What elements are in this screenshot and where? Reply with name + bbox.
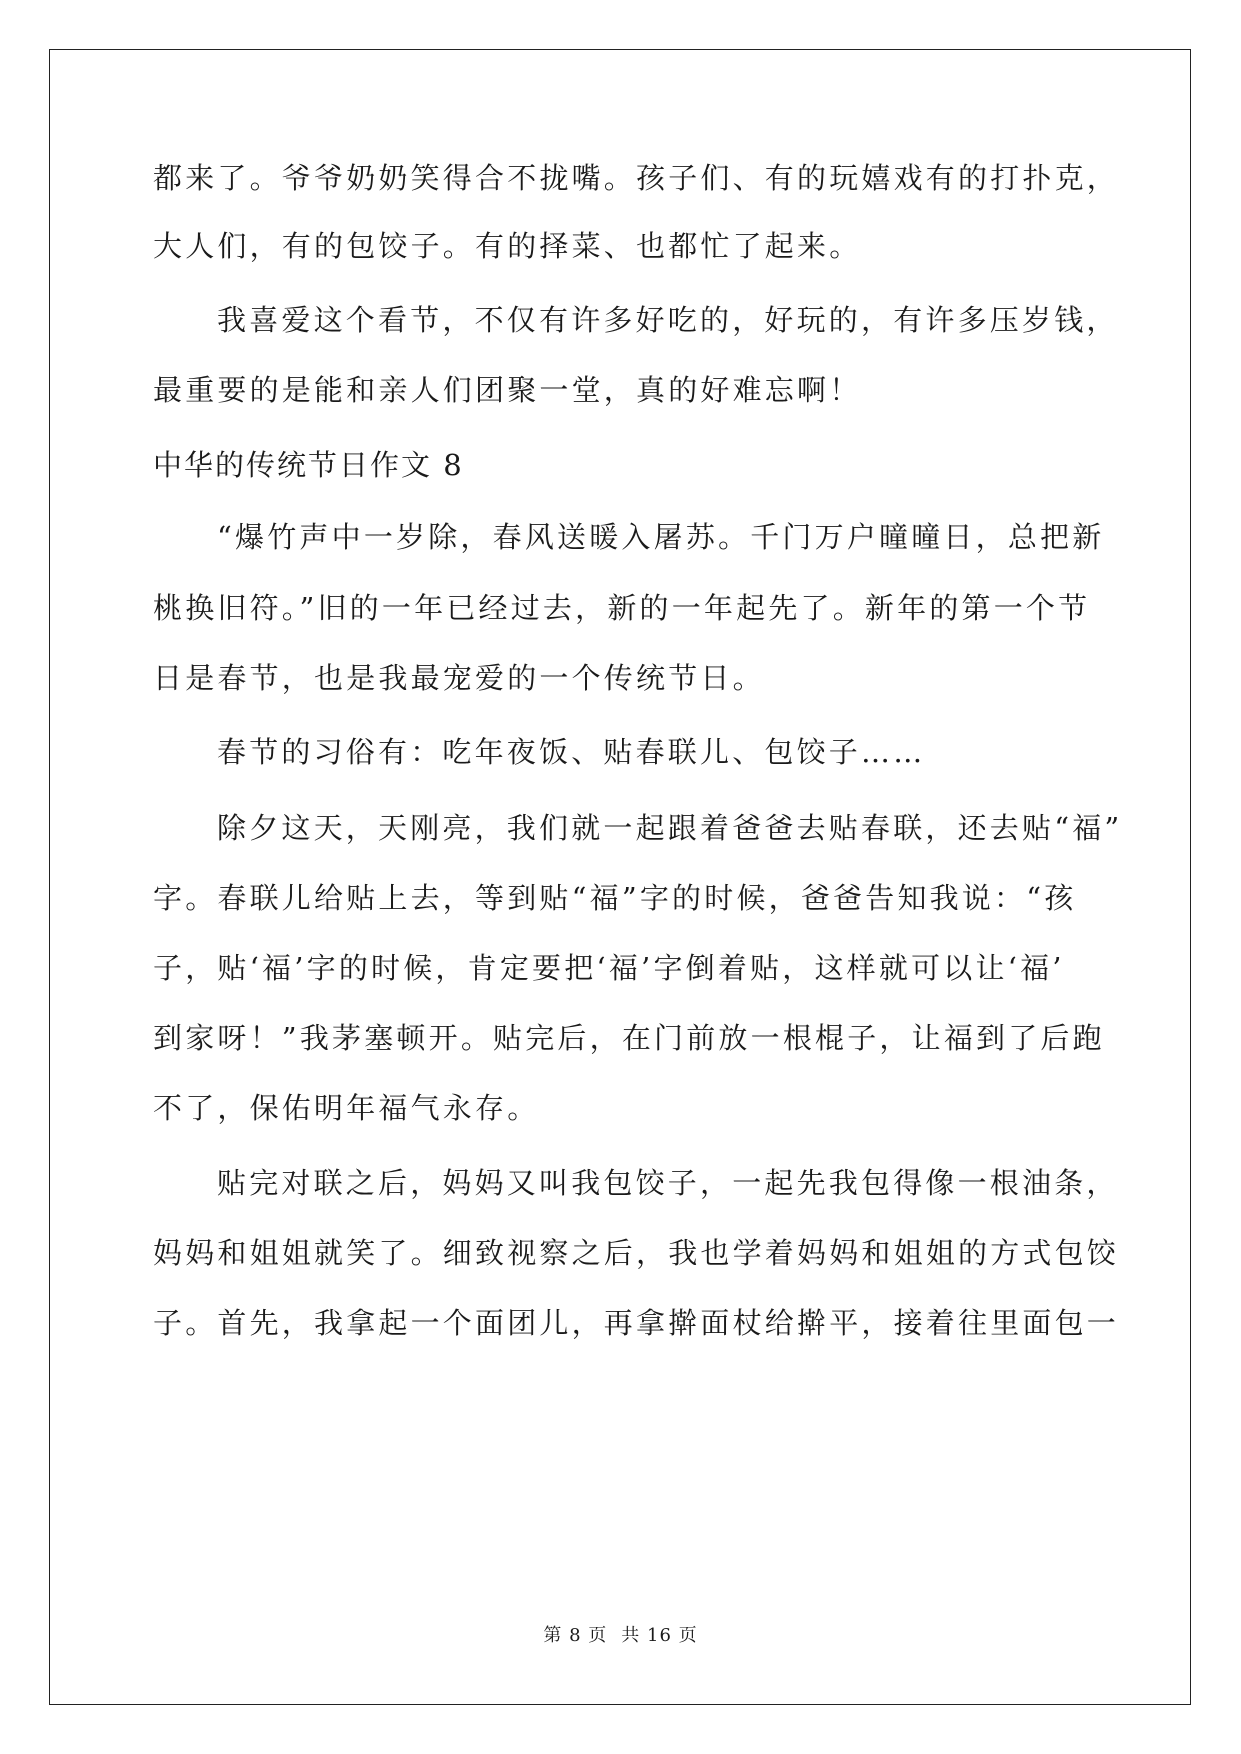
section-heading: 中华的传统节日作文 8 [153,448,464,482]
paragraph-first-line: 贴完对联之后，妈妈又叫我包饺子，一起先我包得像一根油条， [217,1166,1119,1200]
text-line: 大人们，有的包饺子。有的择菜、也都忙了起来。 [153,229,862,263]
text-line: 妈妈和姐姐就笑了。细致视察之后，我也学着妈妈和姐姐的方式包饺 [153,1236,1120,1270]
text-line: 桃换旧符。”旧的一年已经过去，新的一年起先了。新年的第一个节 [153,591,1091,625]
page-total: 共 16 页 [621,1625,698,1646]
text-line: 到家呀！”我茅塞顿开。贴完后，在门前放一根棍子，让福到了后跑 [153,1021,1105,1055]
text-line: 都来了。爷爷奶奶笑得合不拢嘴。孩子们、有的玩嬉戏有的打扑克， [153,161,1120,195]
paragraph-first-line: 我喜爱这个看节，不仅有许多好吃的，好玩的，有许多压岁钱， [217,303,1119,337]
text-line: 日是春节，也是我最宠爱的一个传统节日。 [153,661,765,695]
page-footer [0,1624,1241,1648]
text-line: 最重要的是能和亲人们团聚一堂，真的好难忘啊！ [153,373,862,407]
paragraph-first-line: “爆竹声中一岁除，春风送暖入屠苏。千门万户曈曈日，总把新 [217,520,1105,554]
text-line: 不了，保佑明年福气永存。 [153,1091,540,1125]
text-line: 子。首先，我拿起一个面团儿，再拿擀面杖给擀平，接着往里面包一 [153,1306,1120,1340]
paragraph-first-line: 除夕这天，天刚亮，我们就一起跟着爸爸去贴春联，还去贴“福” [217,811,1123,845]
text-line: 子，贴‘福’字的时候，肯定要把‘福’字倒着贴，这样就可以让‘福’ [153,951,1065,985]
paragraph-first-line: 春节的习俗有：吃年夜饭、贴春联儿、包饺子…… [217,735,926,769]
text-line: 字。春联儿给贴上去，等到贴“福”字的时候，爸爸告知我说：“孩 [153,881,1077,915]
page-number: 第 8 页 [543,1625,608,1646]
page-border [49,49,1191,1705]
